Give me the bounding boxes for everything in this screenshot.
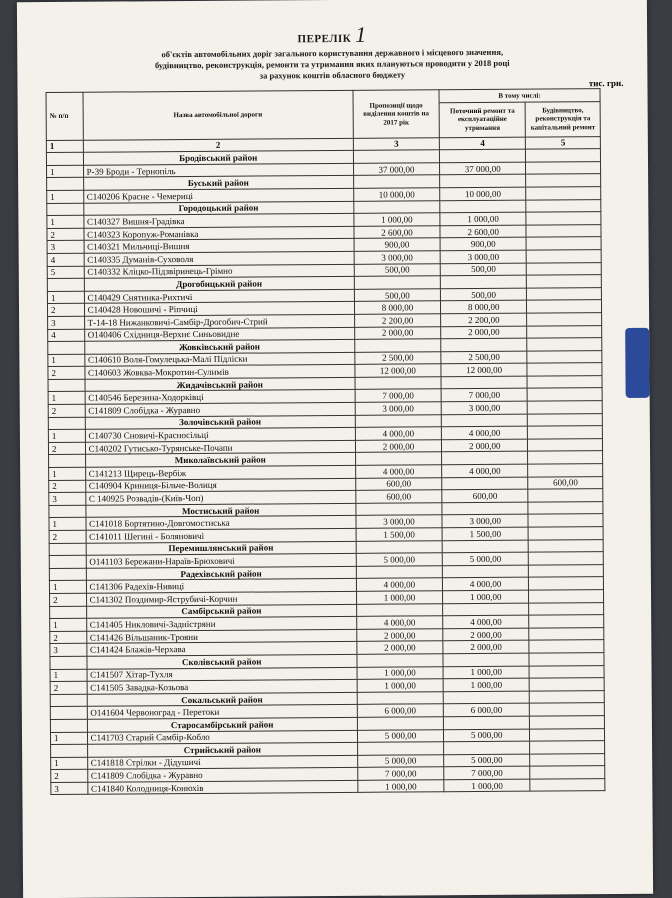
header-num: № п/п (46, 92, 83, 140)
table-body (46, 149, 604, 795)
row-number: 2 (49, 530, 86, 543)
proposal-amount: 2 600,00 (354, 226, 440, 239)
proposal-amount: 3 000,00 (354, 251, 440, 264)
capital-repair-amount (527, 363, 602, 376)
road-name: С141703 Старий Самбір-Кобло (87, 730, 357, 744)
row-number: 2 (48, 367, 85, 380)
current-repair-amount: 2 000,00 (443, 640, 529, 653)
subtitle-line-1: об'єктів автомобільних доріг загального користування державного і місцевого значення, (161, 46, 504, 60)
road-name: С141809 Слобідка - Журавно (87, 768, 357, 782)
road-name: Т-14-18 Нижанковичі-Самбір-Дрогобич-Стрий (84, 314, 354, 328)
row-number: 2 (47, 228, 84, 241)
capital-repair-amount (530, 766, 605, 779)
proposal-amount: 37 000,00 (353, 163, 439, 176)
row-number: 2 (51, 770, 88, 783)
capital-repair-amount (528, 438, 603, 451)
road-name: С141424 Блажів-Черхава (86, 642, 356, 656)
column-numbers-row: 1 2 3 4 5 (46, 136, 600, 152)
row-number: 1 (49, 581, 86, 594)
current-repair-amount: 5 000,00 (444, 754, 530, 767)
road-name: О141103 Бережани-Нараїв-Брюховичі (86, 554, 356, 568)
row-number: 1 (47, 190, 84, 203)
road-name: С140546 Березина-Ходорківці (85, 390, 355, 404)
capital-repair-amount (528, 527, 603, 540)
road-name: С140332 Кліцко-Підзвіринець-Грімно (84, 264, 354, 278)
proposal-amount: 500,00 (354, 288, 440, 301)
current-repair-amount: 2 000,00 (441, 326, 527, 339)
capital-repair-amount (526, 187, 601, 200)
row-number: 1 (49, 467, 86, 480)
proposal-amount: 4 000,00 (355, 465, 441, 478)
district-name: Мостиський район (85, 503, 355, 517)
current-repair-amount: 12 000,00 (441, 363, 527, 376)
header-including: В тому числі: (439, 89, 600, 103)
capital-repair-amount (527, 262, 602, 275)
proposal-amount: 1 000,00 (358, 780, 444, 793)
row-number: 3 (48, 316, 85, 329)
proposal-amount: 4 000,00 (357, 616, 443, 629)
current-repair-amount: 2 600,00 (440, 225, 526, 238)
proposal-amount: 1 000,00 (357, 679, 443, 692)
proposal-amount: 2 500,00 (355, 351, 441, 364)
proposal-amount: 4 000,00 (356, 578, 442, 591)
capital-repair-amount (526, 224, 601, 237)
row-number: 3 (51, 782, 88, 795)
capital-repair-amount (528, 401, 603, 414)
subtitle-line-2: будівництво, реконструкція, ремонти та утримання яких плануються проводити у 2018 році (154, 57, 510, 71)
row-number: 2 (49, 480, 86, 493)
row-number: 3 (47, 241, 84, 254)
road-name: С140904 Криниця-Більче-Волиця (85, 478, 355, 492)
current-repair-amount: 1 500,00 (442, 527, 528, 540)
road-name: С141818 Стрілки - Дідушичі (87, 755, 357, 769)
capital-repair-amount (526, 237, 601, 250)
row-number (50, 707, 87, 720)
capital-repair-amount (527, 300, 602, 313)
current-repair-amount: 2 000,00 (441, 439, 527, 452)
capital-repair-amount (529, 640, 604, 653)
district-name: Перемишлянський район (86, 541, 356, 555)
header-proposal: Пропозиції щодо виділення коштів на 2017 рік (353, 90, 439, 138)
district-name: Самбірський район (86, 604, 356, 618)
current-repair-amount (442, 477, 528, 490)
current-repair-amount: 600,00 (442, 489, 528, 502)
capital-repair-amount (528, 464, 603, 477)
proposal-amount: 1 000,00 (354, 213, 440, 226)
capital-repair-amount (529, 665, 604, 678)
current-repair-amount: 2 200,00 (441, 313, 527, 326)
row-number: 4 (48, 329, 85, 342)
road-name: О140406 Східниця-Верхнє Синьовидне (84, 327, 354, 341)
current-repair-amount: 4 000,00 (442, 578, 528, 591)
capital-repair-amount (528, 489, 603, 502)
current-repair-amount: 4 000,00 (441, 426, 527, 439)
current-repair-amount: 2 000,00 (443, 628, 529, 641)
district-name: Стрийський район (87, 742, 357, 756)
document-title: ПЕРЕЛІК 1 (297, 21, 367, 47)
proposal-amount: 7 000,00 (355, 389, 441, 402)
capital-repair-amount (526, 212, 601, 225)
capital-repair-amount (530, 678, 605, 691)
capital-repair-amount: 600,00 (528, 476, 603, 489)
row-number: 1 (50, 618, 87, 631)
row-number: 1 (48, 429, 85, 442)
road-name: С140321 Мильчиці-Вишня (84, 239, 354, 253)
row-number: 1 (47, 165, 84, 178)
proposal-amount: 1 000,00 (356, 591, 442, 604)
table-row (51, 778, 605, 794)
proposal-amount: 5 000,00 (357, 729, 443, 742)
district-name: Сокальський район (87, 692, 357, 706)
proposal-amount: 1 000,00 (357, 666, 443, 679)
proposal-amount: 5 000,00 (356, 553, 442, 566)
capital-repair-amount (530, 753, 605, 766)
proposal-amount: 2 000,00 (355, 440, 441, 453)
district-name: Золочівський район (85, 415, 355, 429)
row-number: 1 (48, 354, 85, 367)
district-name: Бродівський район (83, 151, 353, 165)
proposal-amount: 2 000,00 (357, 629, 443, 642)
capital-repair-amount (528, 426, 603, 439)
capital-repair-amount (529, 615, 604, 628)
district-name: Жидачівський район (85, 377, 355, 391)
proposal-amount: 6 000,00 (357, 704, 443, 717)
current-repair-amount: 6 000,00 (443, 703, 529, 716)
row-number: 2 (48, 404, 85, 417)
row-number: 1 (47, 291, 84, 304)
header-road: Назва автомобільної дороги (83, 90, 354, 139)
proposal-amount: 600,00 (356, 490, 442, 503)
capital-repair-amount (527, 350, 602, 363)
proposal-amount: 2 000,00 (357, 641, 443, 654)
proposal-amount: 500,00 (354, 263, 440, 276)
road-name: С141507 Хітар-Тухля (87, 667, 357, 681)
road-name: С141306 Радехів-Нивиці (86, 579, 356, 593)
road-name: С140610 Воля-Гомулецька-Малі Підліски (84, 352, 354, 366)
row-number: 1 (51, 757, 88, 770)
row-number: 3 (49, 492, 86, 505)
capital-repair-amount (527, 250, 602, 263)
current-repair-amount: 1 000,00 (443, 666, 529, 679)
row-number: 4 (47, 253, 84, 266)
district-name: Старосамбірський район (87, 717, 357, 731)
road-name: С141302 Поздимир-Яструбичі-Корчин (86, 591, 356, 605)
row-number: 1 (48, 392, 85, 405)
proposal-amount: 2 200,00 (354, 314, 440, 327)
capital-repair-amount (530, 703, 605, 716)
proposal-amount: 2 000,00 (355, 326, 441, 339)
capital-repair-amount (529, 552, 604, 565)
district-name: Буський район (83, 176, 353, 190)
proposal-amount: 5 000,00 (358, 754, 444, 767)
units-label: тис. грн. (588, 77, 624, 89)
current-repair-amount: 1 000,00 (444, 779, 530, 792)
capital-repair-amount (526, 161, 601, 174)
road-name: С141426 Вільшаник-Трояни (86, 629, 356, 643)
proposal-amount: 3 000,00 (356, 515, 442, 528)
current-repair-amount: 8 000,00 (440, 300, 526, 313)
road-name: С141840 Колодниця-Конюхів (87, 780, 357, 794)
road-name: С140429 Снятинка-Рихтичі (84, 289, 354, 303)
district-name: Радехівський район (86, 566, 356, 580)
road-name: С140603 Жовква-Мокротин-Сулимів (84, 365, 354, 379)
district-name: Жовківський район (84, 339, 354, 353)
current-repair-amount: 1 000,00 (440, 212, 526, 225)
row-number: 2 (47, 304, 84, 317)
current-repair-amount: 37 000,00 (440, 162, 526, 175)
row-number: 1 (50, 669, 87, 682)
current-repair-amount: 3 000,00 (441, 401, 527, 414)
proposal-amount: 8 000,00 (354, 301, 440, 314)
road-name: С 140925 Розвадів-(Київ-Чоп) (85, 491, 355, 505)
capital-repair-amount (527, 313, 602, 326)
proposal-amount: 10 000,00 (354, 188, 440, 201)
row-number: 1 (49, 518, 86, 531)
current-repair-amount: 900,00 (440, 238, 526, 251)
road-name: С140202 Гутисько-Турянське-Почапи (85, 440, 355, 454)
capital-repair-amount (529, 627, 604, 640)
header-capital: Будівництво, реконструкція та капітальний ремонт (525, 101, 600, 137)
current-repair-amount: 1 000,00 (443, 678, 529, 691)
road-name: С141809 Слобідка - Журавно (85, 402, 355, 416)
road-name: С140327 Вишня-Градівка (83, 214, 353, 228)
current-repair-amount: 500,00 (440, 263, 526, 276)
document-page (17, 0, 653, 898)
row-number: 2 (50, 593, 87, 606)
road-name: С141213 Щирець-Вербіж (85, 465, 355, 479)
binder-clip (625, 328, 649, 398)
current-repair-amount: 7 000,00 (444, 766, 530, 779)
proposal-amount: 600,00 (356, 477, 442, 490)
capital-repair-amount (527, 287, 602, 300)
district-name: Дрогобицький район (84, 276, 354, 290)
current-repair-amount: 500,00 (440, 288, 526, 301)
capital-repair-amount (528, 514, 603, 527)
row-number (49, 555, 86, 568)
row-number: 2 (50, 681, 87, 694)
row-number: 1 (50, 732, 87, 745)
road-name: С141505 Завадка-Козьова (87, 679, 357, 693)
row-number: 2 (48, 442, 85, 455)
current-repair-amount: 3 000,00 (442, 515, 528, 528)
current-repair-amount: 3 000,00 (440, 250, 526, 263)
district-name: Сколівський район (86, 654, 356, 668)
current-repair-amount: 5 000,00 (442, 552, 528, 565)
row-number: 5 (47, 266, 84, 279)
current-repair-amount: 5 000,00 (443, 729, 529, 742)
road-name: С140730 Сновичі-Красносільці (85, 428, 355, 442)
road-name: С140335 Думанів-Суховоля (84, 251, 354, 265)
road-name: Р-39 Броди - Тернопіль (83, 163, 353, 177)
proposal-amount: 12 000,00 (355, 364, 441, 377)
current-repair-amount: 1 000,00 (443, 590, 529, 603)
road-name: С141405 Никловичі-Задністряни (86, 617, 356, 631)
title-number: 1 (355, 21, 367, 47)
row-number: 2 (50, 631, 87, 644)
road-name: С140206 Красне - Чемериці (83, 188, 353, 202)
proposal-amount: 4 000,00 (355, 427, 441, 440)
row-number: 3 (50, 644, 87, 657)
capital-repair-amount (529, 590, 604, 603)
district-name: Миколаївський район (85, 453, 355, 467)
road-name: С140428 Новошичі - Ріпчиці (84, 302, 354, 316)
current-repair-amount: 7 000,00 (441, 389, 527, 402)
district-name: Городоцький район (83, 201, 353, 215)
current-repair-amount: 4 000,00 (443, 615, 529, 628)
capital-repair-amount (527, 388, 602, 401)
road-name: С140323 Коропуж-Романівка (84, 226, 354, 240)
proposal-amount: 7 000,00 (358, 767, 444, 780)
capital-repair-amount (529, 577, 604, 590)
document-header (17, 20, 647, 83)
road-name: С141018 Бортятино-Довгомостиська (86, 516, 356, 530)
proposal-amount: 1 500,00 (356, 528, 442, 541)
roads-table (46, 88, 606, 795)
header-current: Поточний ремонт та експлуатаційне утримання (439, 102, 526, 138)
proposal-amount: 900,00 (354, 238, 440, 251)
road-name: С141011 Шегині - Боляновичі (86, 528, 356, 542)
road-name: О141604 Червоноград - Перетоки (87, 705, 357, 719)
proposal-amount: 3 000,00 (355, 402, 441, 415)
capital-repair-amount (530, 778, 605, 791)
current-repair-amount: 10 000,00 (440, 187, 526, 200)
capital-repair-amount (530, 728, 605, 741)
current-repair-amount: 4 000,00 (442, 464, 528, 477)
current-repair-amount: 2 500,00 (441, 351, 527, 364)
capital-repair-amount (527, 325, 602, 338)
subtitle-line-3: за рахунок коштів обласного бюджету (259, 69, 406, 81)
row-number: 1 (47, 215, 84, 228)
